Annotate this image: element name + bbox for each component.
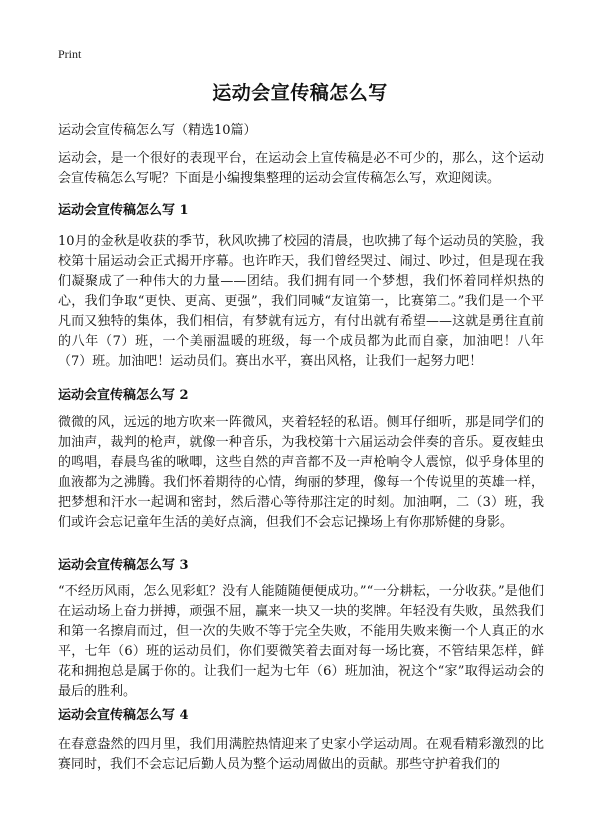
section-body-2: 微微的风，远远的地方吹来一阵微风，夹着轻轻的私语。侧耳仔细听，那是同学们的加油声，裁判的枪声，就像一种音乐，为我校第十六届运动会伴奏的音乐。夏夜蛙虫的鸣唱，春晨鸟雀的啾唧，这些自然的声音都不及一声枪响令人震惊，似乎身体里的血液都为之沸腾。我们怀着期待的心情，绚丽的梦理，像每一个传说里的英雄一样，把梦想和汗水一起调和密封，然后潜心等待那注定的时刻。加油啊，二（3）班，我们或许会忘记童年生活的美好点滴，但我们不会忘记操场上有你那矫健的身影。 xyxy=(58,415,544,530)
print-link[interactable]: Print xyxy=(58,47,82,61)
document-subtitle: 运动会宣传稿怎么写（精选10篇） xyxy=(58,123,257,138)
section-heading-2: 运动会宣传稿怎么写 2 xyxy=(58,388,189,403)
intro-paragraph: 运动会，是一个很好的表现平台，在运动会上宣传稿是必不可少的，那么，这个运动会宣传稿怎么写呢？下面是小编搜集整理的运动会宣传稿怎么写，欢迎阅读。 xyxy=(58,151,544,186)
section-heading-3: 运动会宣传稿怎么写 3 xyxy=(58,558,189,573)
section-body-3: “不经历风雨，怎么见彩虹？没有人能随随便便成功。”“一分耕耘，一分收获。”是他们在运动场上奋力拼搏，顽强不屈，赢来一块又一块的奖牌。年轻没有失败，虽然我们和第一名擦肩而过，但一次的失败不等于完全失败，不能用失败来衡一个人真正的水平，七年（6）班的运动员们，你们要微笑着去面对每一场比赛，不管结果怎样，鲜花和拥抱总是属于你的。让我们一起为七年（6）班加油，祝这个“家”取得运动会的最后的胜利。 xyxy=(58,584,544,699)
section-heading-1: 运动会宣传稿怎么写 1 xyxy=(58,203,189,218)
section-heading-4: 运动会宣传稿怎么写 4 xyxy=(58,708,189,723)
page-title: 运动会宣传稿怎么写 xyxy=(212,82,388,104)
section-body-1: 10月的金秋是收获的季节，秋风吹拂了校园的清晨，也吹拂了每个运动员的笑脸，我校第十届运动会正式揭开序幕。也许昨天，我们曾经哭过、闹过、吵过，但是现在我们凝聚成了一种伟大的力量——团结。我们拥有同一个梦想，我们怀着同样炽热的心，我们争取“更快、更高、更强”，我们同喊“友谊第一，比赛第二。”我们是一个平凡而又独特的集体，我们相信，有梦就有远方，有付出就有希望——这就是勇往直前的八年（7）班，一个美丽温暖的班级，每一个成员都为此而自豪，加油吧！八年（7）班。加油吧！运动员们。赛出水平，赛出风格，让我们一起努力吧！ xyxy=(58,234,544,369)
section-body-4: 在春意盎然的四月里，我们用满腔热情迎来了史家小学运动周。在观看精彩激烈的比赛同时，我们不会忘记后勤人员为整个运动周做出的贡献。那些守护着我们的 xyxy=(58,737,544,772)
